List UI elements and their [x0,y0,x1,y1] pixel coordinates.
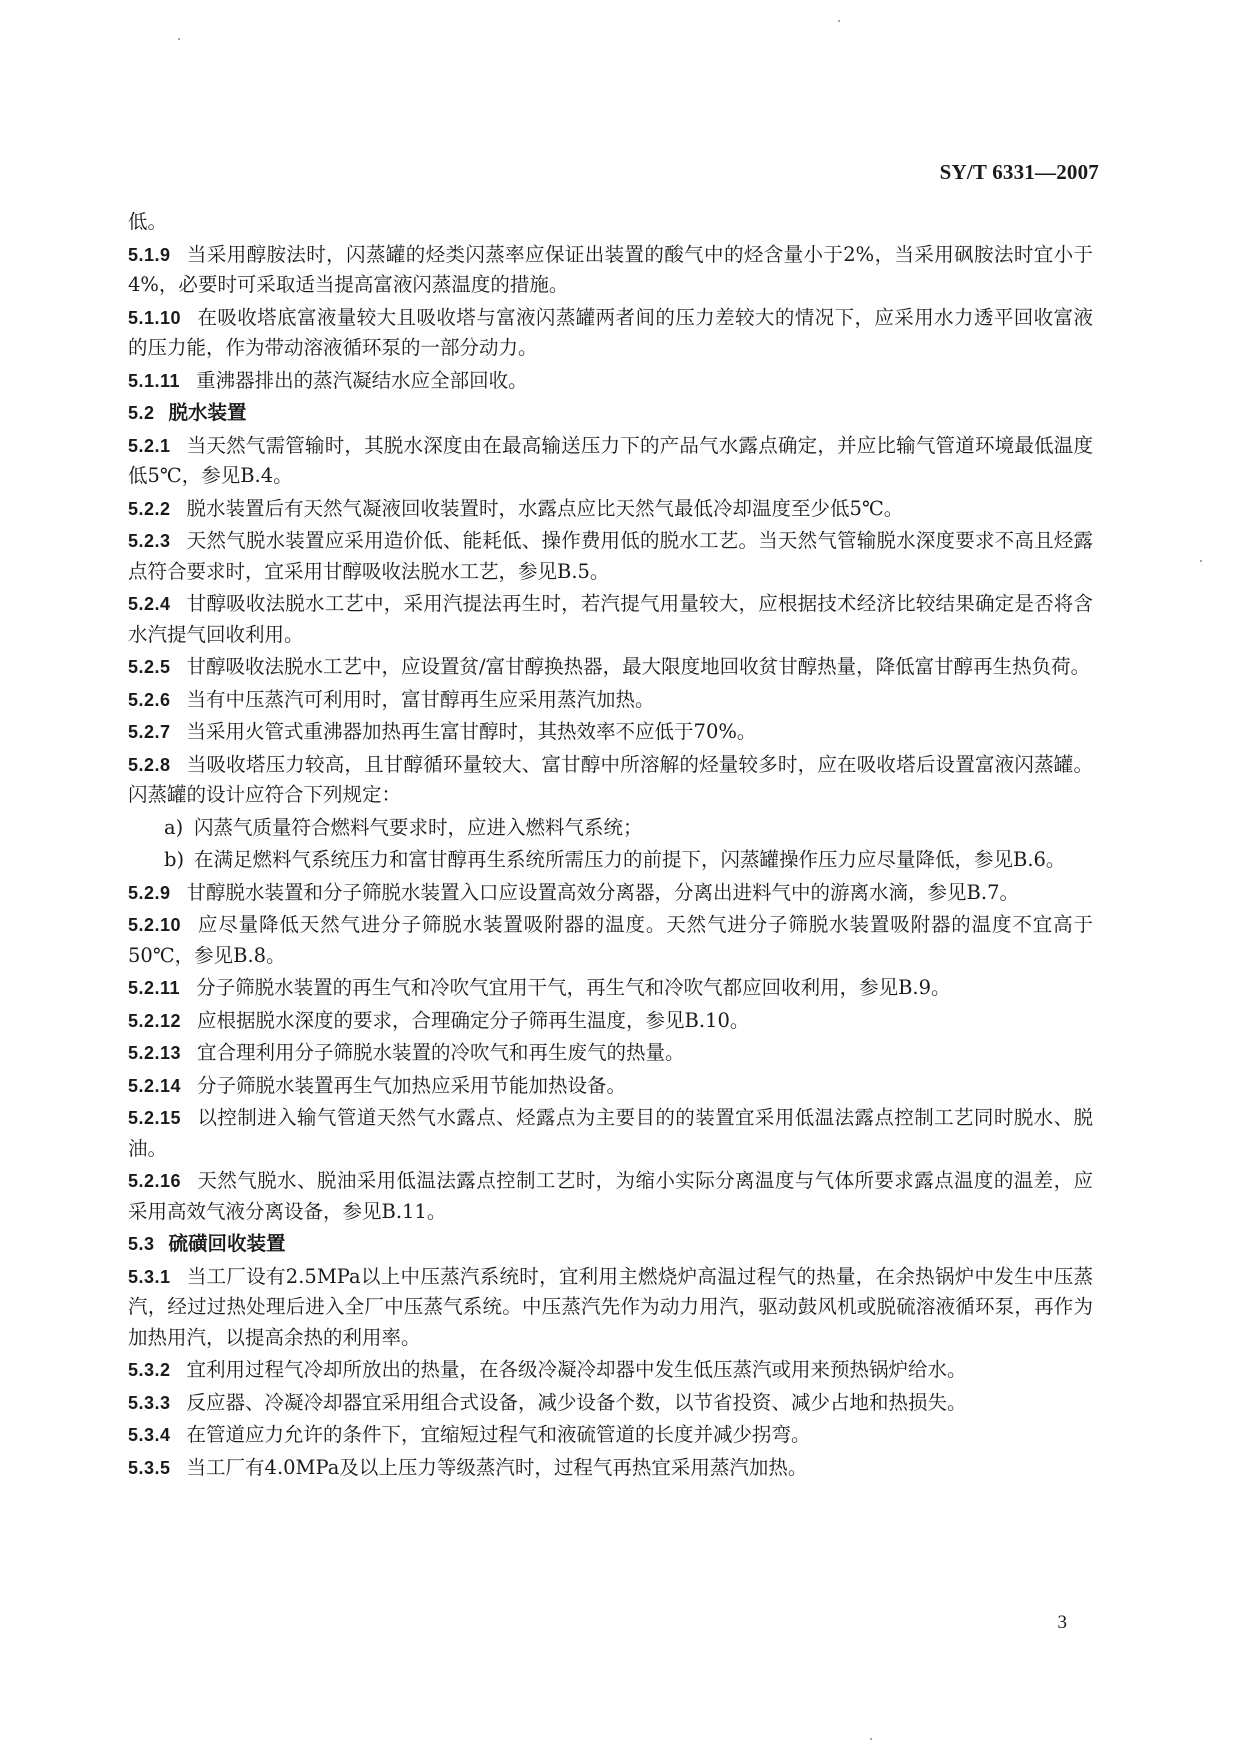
clause-text: 应尽量降低天然气进分子筛脱水装置吸附器的温度。天然气进分子筛脱水装置吸附器的温度不宜高于50℃，参见B.8。 [128,913,1093,967]
clause-number: 5.2.3 [128,531,171,551]
clause [128,1453,1093,1484]
clause [128,878,1093,909]
clause-text: 以控制进入输气管道天然气水露点、烃露点为主要目的的装置宜采用低温法露点控制工艺同时脱水、脱油。 [128,1106,1093,1160]
clause-number: 5.2.5 [128,657,171,677]
clause [128,494,1093,525]
clause [128,303,1093,364]
clause [128,910,1093,971]
list-item-text: 闪蒸气质量符合燃料气要求时，应进入燃料气系统； [194,815,643,839]
clause-text: 当工厂有4.0MPa及以上压力等级蒸汽时，过程气再热宜采用蒸汽加热。 [186,1455,808,1479]
list-item [128,845,1093,876]
clause-text: 当采用醇胺法时，闪蒸罐的烃类闪蒸率应保证出装置的酸气中的烃含量小于2%，当采用砜胺法时宜小于4%，必要时可采取适当提高富液闪蒸温度的措施。 [128,242,1093,296]
list-marker: b) [164,848,185,871]
clause-number: 5.2.6 [128,689,171,710]
clause-number: 5.3 [128,1234,155,1254]
document-body [128,207,1093,1485]
clause-text: 脱水装置后有天然气凝液回收装置时，水露点应比天然气最低冷却温度至少低5℃。 [186,496,904,520]
list-item [128,813,1093,844]
clause-text: 在吸收塔底富液量较大且吸收塔与富液闪蒸罐两者间的压力差较大的情况下，应采用水力透平回收富液的压力能，作为带动溶液循环泵的一部分动力。 [128,305,1093,359]
clause-number: 5.2.2 [128,498,171,519]
clause [128,1388,1093,1419]
clause [128,366,1093,397]
clause-list [128,240,1093,1484]
clause-number: 5.2.12 [128,1010,182,1031]
clause-number: 5.2.7 [128,722,171,742]
clause-text: 在管道应力允许的条件下，宜缩短过程气和液硫管道的长度并减少拐弯。 [186,1423,811,1446]
section-heading [128,1229,1093,1260]
clause-number: 5.3.2 [128,1360,171,1380]
clause [128,589,1093,650]
clause-text: 当有中压蒸汽可利用时，富甘醇再生应采用蒸汽加热。 [186,687,655,711]
clause-text: 当采用火管式重沸器加热再生富甘醇时，其热效率不应低于70%。 [186,720,757,743]
clause-number: 5.1.11 [128,370,181,391]
clause [128,1262,1093,1354]
clause-number: 5.2.4 [128,594,171,614]
clause-text: 宜利用过程气冷却所放出的热量，在各级冷凝冷却器中发生低压蒸汽或用来预热锅炉给水。 [186,1358,967,1381]
clause-number: 5.1.9 [128,244,171,265]
clause-text: 天然气脱水装置应采用造价低、能耗低、操作费用低的脱水工艺。当天然气管输脱水深度要求不高且烃露点符合要求时，宜采用甘醇吸收法脱水工艺，参见B.5。 [128,529,1093,583]
clause-number: 5.2.15 [128,1108,182,1128]
clause-number: 5.1.10 [128,307,182,328]
clause-text: 天然气脱水、脱油采用低温法露点控制工艺时，为缩小实际分离温度与气体所要求露点温度的温差，应采用高效气液分离设备，参见B.11。 [128,1169,1093,1223]
clause [128,1038,1093,1069]
clause-number: 5.2.9 [128,882,171,903]
clause [128,717,1093,748]
clause-number: 5.2.16 [128,1171,182,1191]
scan-speck [178,38,180,40]
clause [128,1420,1093,1451]
clause-number: 5.2.11 [128,978,181,998]
clause-text: 分子筛脱水装置再生气加热应采用节能加热设备。 [197,1073,627,1097]
clause [128,973,1093,1004]
clause-text: 应根据脱水深度的要求，合理确定分子筛再生温度，参见B.10。 [197,1008,750,1032]
clause-number: 5.3.3 [128,1392,171,1413]
section-title: 脱水装置 [168,401,247,424]
clause [128,526,1093,587]
clause-number: 5.2 [128,403,155,423]
list-marker: a) [164,815,184,839]
clause-text: 重沸器排出的蒸汽凝结水应全部回收。 [196,368,528,392]
clause [128,652,1093,683]
clause-text: 甘醇吸收法脱水工艺中，应设置贫/富甘醇换热器，最大限度地回收贫甘醇热量，降低富甘醇再生热负荷。 [186,655,1091,678]
clause-text: 分子筛脱水装置的再生气和冷吹气宜用干气，再生气和冷吹气都应回收利用，参见B.9。 [196,976,951,999]
clause [128,750,1093,811]
clause [128,1355,1093,1386]
clause-number: 5.2.10 [128,915,182,935]
continuation-line: 低。 [128,210,168,233]
clause-number: 5.3.1 [128,1266,171,1287]
clause [128,240,1093,301]
page-number: 3 [1057,1612,1067,1633]
clause [128,431,1093,492]
standard-code: SY/T 6331—2007 [939,160,1099,184]
clause-text: 当吸收塔压力较高，且甘醇循环量较大、富甘醇中所溶解的烃量较多时，应在吸收塔后设置富液闪蒸罐。闪蒸罐的设计应符合下列规定： [128,752,1093,806]
clause-text: 当天然气需管输时，其脱水深度由在最高输送压力下的产品气水露点确定，并应比输气管道环境最低温度低5℃，参见B.4。 [128,433,1093,487]
clause [128,1071,1093,1102]
clause-text: 甘醇吸收法脱水工艺中，采用汽提法再生时，若汽提气用量较大，应根据技术经济比较结果确定是否将含水汽提气回收利用。 [128,592,1093,646]
clause [128,685,1093,716]
clause-number: 5.2.14 [128,1075,182,1096]
clause-number: 5.2.13 [128,1043,182,1063]
scan-speck [870,1738,872,1740]
section-heading [128,398,1093,429]
clause [128,1166,1093,1227]
scan-speck [1200,560,1202,562]
clause-text: 甘醇脱水装置和分子筛脱水装置入口应设置高效分离器，分离出进料气中的游离水滴，参见B.7。 [186,880,1019,904]
clause-number: 5.2.8 [128,754,171,775]
clause-text: 宜合理利用分子筛脱水装置的冷吹气和再生废气的热量。 [197,1041,685,1064]
clause [128,1103,1093,1164]
section-title: 硫磺回收装置 [168,1232,286,1255]
clause [128,1006,1093,1037]
clause-number: 5.3.5 [128,1457,171,1478]
scan-speck [838,20,840,22]
clause-number: 5.2.1 [128,435,171,456]
clause-text: 当工厂设有2.5MPa以上中压蒸汽系统时，宜利用主燃烧炉高温过程气的热量，在余热锅炉中发生中压蒸汽，经过过热处理后进入全厂中压蒸气系统。中压蒸汽先作为动力用汽，驱动鼓风机或脱硫溶液循环泵，再作为加热用汽，以提高余热的利用率。 [128,1264,1093,1349]
clause-text: 反应器、冷凝冷却器宜采用组合式设备，减少设备个数，以节省投资、减少占地和热损失。 [186,1390,967,1414]
clause-number: 5.3.4 [128,1425,171,1445]
list-item-text: 在满足燃料气系统压力和富甘醇再生系统所需压力的前提下，闪蒸罐操作压力应尽量降低，参见B.6。 [194,848,1066,871]
